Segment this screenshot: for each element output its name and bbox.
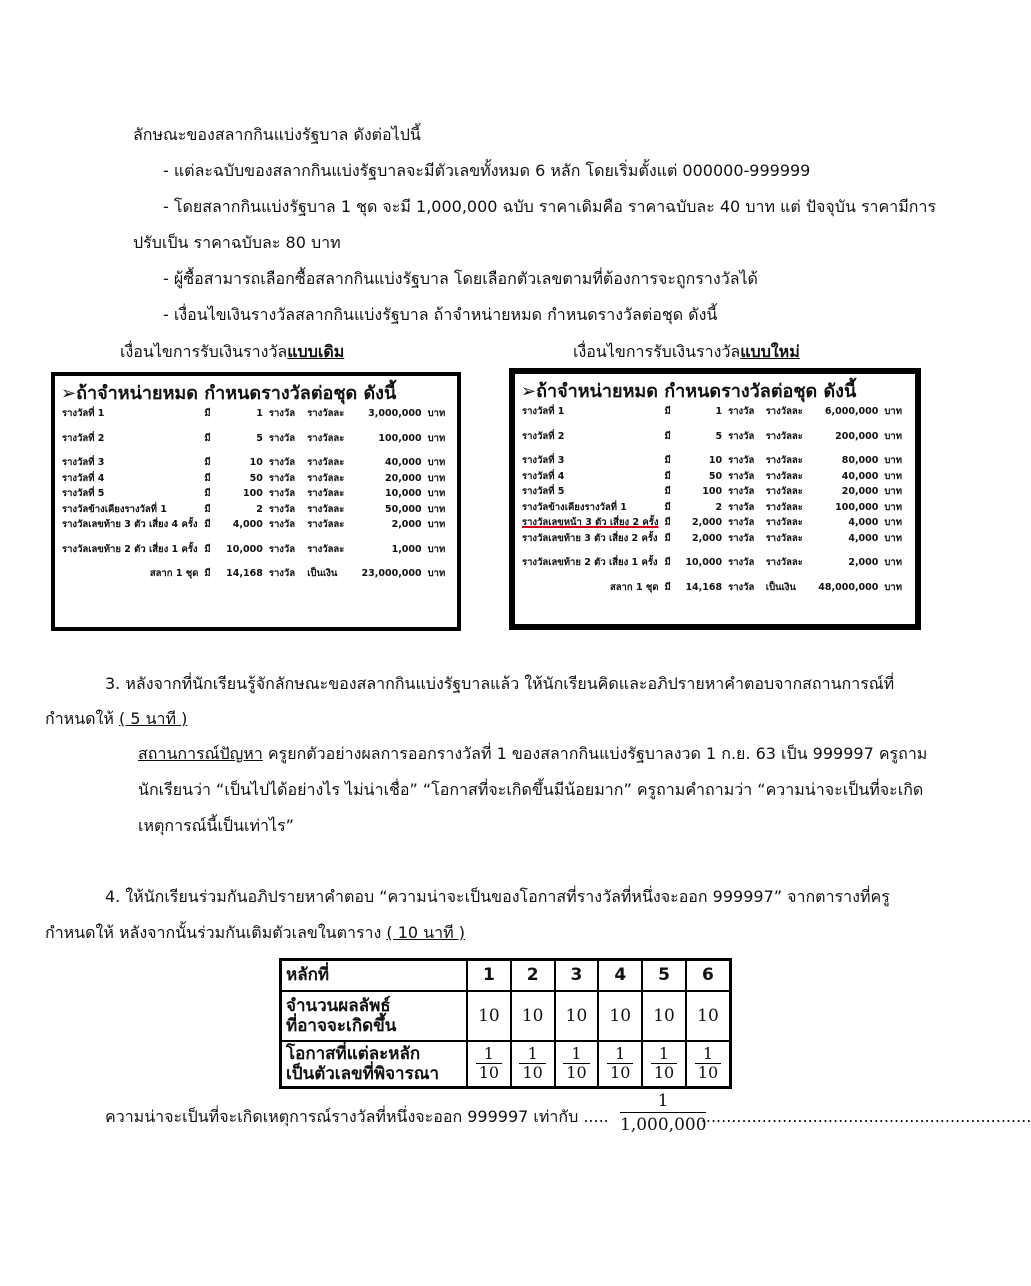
- prize-amount-cell: 2,000: [848, 557, 879, 569]
- fraction: $\frac{1}{10}$: [476, 1045, 502, 1082]
- prize-mi-cell: มี: [664, 406, 671, 418]
- prize-name-cell: รางวัลที่ 5: [62, 488, 105, 500]
- prize-count-cell: 10,000: [685, 557, 723, 569]
- prize-amount-cell: 20,000: [384, 472, 422, 484]
- row-label-chance-b: เป็นตัวเลขที่พิจารณา: [286, 1063, 440, 1084]
- new-prize-table: [519, 404, 911, 595]
- prize-name-cell: สลาก 1 ชุด: [149, 568, 199, 580]
- prize-row: [519, 484, 911, 500]
- prize-amount-cell: 20,000: [841, 486, 879, 498]
- prize-baht-cell: บาท: [427, 503, 446, 515]
- prize-unit-cell: รางวัล: [268, 457, 296, 469]
- old-caption-prefix: เงื่อนไขการรับเงินรางวัล: [120, 342, 288, 361]
- chance-cell: [555, 1041, 599, 1088]
- prize-unit-cell: รางวัล: [728, 470, 755, 482]
- step4-time: ( 10 นาที ): [386, 923, 465, 942]
- step4-line2: [45, 922, 465, 944]
- prize-mi-cell: มี: [664, 501, 671, 513]
- prize-amount-cell: 3,000,000: [368, 408, 422, 420]
- prize-each-cell: รางวัลละ: [765, 430, 803, 442]
- prize-amount-cell: 200,000: [835, 430, 879, 442]
- prize-each-cell: รางวัลละ: [307, 408, 345, 420]
- prize-baht-cell: บาท: [884, 532, 903, 544]
- prize-row: [519, 500, 911, 516]
- old-conditions-caption: [120, 341, 344, 363]
- prize-mi-cell: มี: [204, 472, 211, 484]
- prize-each-cell: รางวัลละ: [765, 406, 803, 418]
- conclusion-dots-left: .....: [583, 1107, 609, 1126]
- prize-mi-cell: มี: [664, 486, 671, 498]
- prize-mi-cell: มี: [204, 457, 211, 469]
- prize-name-cell: รางวัลที่ 5: [522, 486, 565, 498]
- row-label-chance: [281, 1041, 468, 1088]
- fraction: $\frac{1}{10}$: [695, 1045, 721, 1082]
- prize-unit-cell: รางวัล: [268, 408, 296, 420]
- prize-row: [59, 471, 455, 487]
- prize-amount-cell: 80,000: [841, 455, 879, 467]
- prize-count-cell: 2: [256, 503, 263, 515]
- prize-amount-cell: 48,000,000: [818, 581, 879, 593]
- row-label-digit-position: หลักที่: [281, 960, 468, 991]
- prize-gap: [59, 533, 455, 542]
- old-box-title: ➢ถ้าจำหน่ายหมด กำหนดรางวัลต่อชุด ดังนี้: [61, 383, 397, 404]
- prize-gap: [59, 557, 455, 566]
- prize-unit-cell: รางวัล: [268, 543, 296, 555]
- prize-each-cell: รางวัลละ: [307, 488, 345, 500]
- prize-gap: [519, 546, 911, 555]
- prize-row: [519, 531, 911, 547]
- prize-each-cell: รางวัลละ: [765, 517, 803, 529]
- prize-mi-cell: มี: [664, 557, 671, 569]
- prize-each-cell: รางวัลละ: [765, 455, 803, 467]
- digit-header: 3: [555, 960, 599, 991]
- prize-unit-cell: รางวัล: [728, 581, 755, 593]
- prize-each-cell: รางวัลละ: [307, 432, 345, 444]
- prize-count-cell: 5: [256, 432, 263, 444]
- digit-probability-table: [279, 958, 732, 1089]
- prize-each-cell: รางวัลละ: [765, 486, 803, 498]
- old-prize-box: [51, 372, 461, 631]
- answer-denominator: 1,000,000: [620, 1115, 707, 1135]
- prize-name-cell: รางวัลเลขท้าย 2 ตัว เสี่ยง 1 ครั้ง: [522, 557, 658, 569]
- prize-unit-cell: รางวัล: [268, 519, 296, 531]
- prize-row: [519, 404, 911, 420]
- prize-count-cell: 100: [243, 488, 263, 500]
- prize-unit-cell: รางวัล: [268, 568, 296, 580]
- prize-baht-cell: บาท: [427, 472, 446, 484]
- prize-amount-cell: 2,000: [391, 519, 422, 531]
- prize-unit-cell: รางวัล: [728, 501, 755, 513]
- prize-name-cell: รางวัลที่ 4: [62, 472, 105, 484]
- prize-each-cell: รางวัลละ: [307, 503, 345, 515]
- prize-each-cell: รางวัลละ: [765, 557, 803, 569]
- prize-mi-cell: มี: [664, 532, 671, 544]
- prize-baht-cell: บาท: [884, 455, 903, 467]
- prize-row: [519, 555, 911, 571]
- prize-name-cell: รางวัลเลขท้าย 3 ตัว เสี่ยง 4 ครั้ง: [62, 519, 198, 531]
- prize-name-cell: รางวัลที่ 2: [522, 430, 565, 442]
- fraction: $\frac{1}{10}$: [651, 1045, 677, 1082]
- step3-line1: 3. หลังจากที่นักเรียนรู้จักลักษณะของสลากกินแบ่งรัฐบาลแล้ว ให้นักเรียนคิดและอภิปรายหาคำตอบจากสถานการณ์ที่: [105, 674, 895, 693]
- prize-row: [519, 469, 911, 485]
- prize-mi-cell: มี: [204, 543, 211, 555]
- digit-header: 1: [467, 960, 511, 991]
- prize-name-cell: รางวัลเลขท้าย 2 ตัว เสี่ยง 1 ครั้ง: [62, 543, 198, 555]
- chance-cell: [467, 1041, 511, 1088]
- prize-amount-cell: 4,000: [848, 532, 879, 544]
- prize-baht-cell: บาท: [427, 519, 446, 531]
- row-label-outcomes: [281, 991, 468, 1041]
- prize-count-cell: 10,000: [226, 543, 263, 555]
- outcome-cell: 10: [467, 991, 511, 1041]
- prize-unit-cell: รางวัล: [268, 472, 296, 484]
- digit-header: 6: [686, 960, 731, 991]
- conclusion-dots-right: .................................................................: [700, 1107, 1031, 1126]
- step3-line2: [45, 708, 187, 730]
- digit-header: 2: [511, 960, 555, 991]
- prize-name-cell: รางวัลข้างเคียงรางวัลที่ 1: [62, 503, 167, 515]
- new-caption-emph: แบบใหม่: [740, 342, 800, 361]
- prize-row: [59, 406, 455, 422]
- prize-row: [59, 502, 455, 518]
- prize-count-cell: 5: [715, 430, 723, 442]
- prize-mi-cell: มี: [664, 581, 671, 593]
- new-box-title: ➢ถ้าจำหน่ายหมด กำหนดรางวัลต่อชุด ดังนี้: [521, 381, 857, 402]
- prize-baht-cell: บาท: [884, 557, 903, 569]
- prize-unit-cell: รางวัล: [728, 517, 755, 529]
- row-label-outcomes-a: จำนวนผลลัพธ์: [286, 995, 391, 1016]
- prize-row: [59, 486, 455, 502]
- conclusion-line: [105, 1106, 1031, 1128]
- prize-baht-cell: บาท: [884, 486, 903, 498]
- prize-baht-cell: บาท: [427, 488, 446, 500]
- prize-mi-cell: มี: [204, 432, 211, 444]
- intro-bullet-2b: ปรับเป็น ราคาฉบับละ 80 บาท: [133, 233, 341, 252]
- fraction: $\frac{1}{10}$: [607, 1045, 633, 1082]
- prize-each-cell: รางวัลละ: [307, 543, 345, 555]
- outcome-cell: 10: [555, 991, 599, 1041]
- prize-each-cell: รางวัลละ: [765, 470, 803, 482]
- prize-mi-cell: มี: [204, 488, 211, 500]
- prize-unit-cell: รางวัล: [268, 503, 296, 515]
- conclusion-text: ความน่าจะเป็นที่จะเกิดเหตุการณ์รางวัลที่หนึ่งจะออก 999997 เท่ากับ: [105, 1107, 584, 1126]
- situation-line2: นักเรียนว่า “เป็นไปได้อย่างไร ไม่น่าเชื่อ” “โอกาสที่จะเกิดขึ้นมีน้อยมาก” ครูถามคำถามว่า “ความน่าจะเป็นที่จะเกิด: [138, 780, 924, 799]
- prize-amount-cell: 10,000: [384, 488, 422, 500]
- chance-cell: [686, 1041, 731, 1088]
- prize-name-cell: สลาก 1 ชุด: [609, 581, 659, 593]
- prize-baht-cell: บาท: [427, 457, 446, 469]
- chance-cell: [642, 1041, 686, 1088]
- prize-unit-cell: รางวัล: [728, 455, 755, 467]
- outcome-cell: 10: [642, 991, 686, 1041]
- prize-baht-cell: บาท: [884, 501, 903, 513]
- prize-amount-cell: 4,000: [848, 517, 879, 529]
- new-prize-box: [509, 368, 921, 630]
- prize-unit-cell: รางวัล: [728, 406, 755, 418]
- prize-count-cell: 10: [708, 455, 723, 467]
- old-caption-emph: แบบเดิม: [287, 342, 345, 361]
- prize-name-cell: รางวัลที่ 2: [62, 432, 105, 444]
- prize-unit-cell: รางวัล: [268, 488, 296, 500]
- prize-row: [519, 453, 911, 469]
- outcome-cell: 10: [686, 991, 731, 1041]
- situation-line3: เหตุการณ์นี้เป็นเท่าไร”: [138, 816, 294, 835]
- digit-header: 4: [598, 960, 642, 991]
- situation-label: สถานการณ์ปัญหา: [138, 744, 263, 763]
- fraction: $\frac{1}{10}$: [519, 1045, 545, 1082]
- digit-header: 5: [642, 960, 686, 991]
- prize-each-cell: รางวัลละ: [307, 519, 345, 531]
- prize-count-cell: 50: [708, 470, 723, 482]
- prize-count-cell: 1: [256, 408, 263, 420]
- prize-count-cell: 2,000: [692, 532, 723, 544]
- prize-amount-cell: 40,000: [384, 457, 422, 469]
- prize-mi-cell: มี: [664, 455, 671, 467]
- prize-count-cell: 10: [249, 457, 263, 469]
- prize-baht-cell: บาท: [427, 568, 446, 580]
- prize-mi-cell: มี: [664, 430, 671, 442]
- prize-amount-cell: 100,000: [835, 501, 879, 513]
- prize-gap: [59, 446, 455, 455]
- prize-baht-cell: บาท: [884, 470, 903, 482]
- prize-each-cell: เป็นเงิน: [307, 568, 338, 580]
- prize-row: [59, 566, 455, 582]
- prize-name-cell: รางวัลที่ 3: [62, 457, 105, 469]
- prize-row: [59, 517, 455, 533]
- situation-text: ครูยกตัวอย่างผลการออกรางวัลที่ 1 ของสลากกินแบ่งรัฐบาลงวด 1 ก.ย. 63 เป็น 999997 ครูถาม: [262, 744, 928, 763]
- prize-unit-cell: รางวัล: [728, 430, 755, 442]
- prize-count-cell: 100: [702, 486, 723, 498]
- intro-bullet-2a: - โดยสลากกินแบ่งรัฐบาล 1 ชุด จะมี 1,000,000 ฉบับ ราคาเดิมคือ ราคาฉบับละ 40 บาท แต่ ปัจจุบัน ราคามีการ: [163, 197, 937, 216]
- prize-count-cell: 14,168: [226, 568, 263, 580]
- new-conditions-caption: [573, 341, 800, 363]
- answer-numerator: 1: [620, 1090, 706, 1113]
- prize-name-cell: รางวัลเลขท้าย 3 ตัว เสี่ยง 2 ครั้ง: [522, 532, 658, 544]
- prize-baht-cell: บาท: [884, 581, 903, 593]
- outcome-cell: 10: [598, 991, 642, 1041]
- prize-count-cell: 2: [715, 501, 723, 513]
- step3-time: ( 5 นาที ): [119, 709, 188, 728]
- fraction: $\frac{1}{10}$: [563, 1045, 589, 1082]
- prize-mi-cell: มี: [204, 568, 211, 580]
- prize-unit-cell: รางวัล: [728, 557, 755, 569]
- prize-baht-cell: บาท: [884, 406, 903, 418]
- prize-amount-cell: 50,000: [384, 503, 422, 515]
- prize-gap: [59, 422, 455, 431]
- prize-name-cell: รางวัลที่ 1: [62, 408, 105, 420]
- prize-baht-cell: บาท: [427, 543, 446, 555]
- step3-line2-prefix: กำหนดให้: [45, 709, 119, 728]
- prize-count-cell: 2,000: [692, 517, 723, 529]
- prize-row: [59, 431, 455, 447]
- prize-mi-cell: มี: [204, 408, 211, 420]
- prize-name-cell: รางวัลที่ 3: [522, 455, 565, 467]
- row-label-outcomes-b: ที่อาจจะเกิดขึ้น: [286, 1015, 397, 1036]
- intro-bullet-4: - เงื่อนไขเงินรางวัลสลากกินแบ่งรัฐบาล ถ้าจำหน่ายหมด กำหนดรางวัลต่อชุด ดังนี้: [163, 305, 718, 324]
- prize-unit-cell: รางวัล: [728, 532, 755, 544]
- step4-line1: 4. ให้นักเรียนร่วมกันอภิปรายหาคำตอบ “ความน่าจะเป็นของโอกาสที่รางวัลที่หนึ่งจะออก 999997” จากตารางที่ครู: [105, 887, 890, 906]
- prize-baht-cell: บาท: [427, 408, 446, 420]
- intro-bullet-3: - ผู้ซื้อสามารถเลือกซื้อสลากกินแบ่งรัฐบาล โดยเลือกตัวเลขตามที่ต้องการจะถูกรางวัลได้: [163, 269, 758, 288]
- prize-each-cell: รางวัลละ: [765, 501, 803, 513]
- step4-line2-prefix: กำหนดให้ หลังจากนั้นร่วมกันเติมตัวเลขในตาราง: [45, 923, 387, 942]
- prize-each-cell: รางวัลละ: [765, 532, 803, 544]
- prize-name-cell: รางวัลที่ 1: [522, 406, 565, 418]
- row-label-chance-a: โอกาสที่แต่ละหลัก: [286, 1043, 421, 1064]
- prize-count-cell: 1: [715, 406, 723, 418]
- intro-heading: ลักษณะของสลากกินแบ่งรัฐบาล ดังต่อไปนี้: [133, 125, 421, 144]
- prize-each-cell: รางวัลละ: [307, 457, 345, 469]
- prize-each-cell: รางวัลละ: [307, 472, 345, 484]
- chance-cell: [598, 1041, 642, 1088]
- prize-name-cell: รางวัลข้างเคียงรางวัลที่ 1: [522, 501, 627, 513]
- prize-mi-cell: มี: [664, 470, 671, 482]
- answer-fraction: [620, 1090, 706, 1137]
- prize-baht-cell: บาท: [884, 430, 903, 442]
- prize-mi-cell: มี: [204, 503, 211, 515]
- prize-baht-cell: บาท: [427, 432, 446, 444]
- prize-each-cell: เป็นเงิน: [765, 581, 796, 593]
- prize-amount-cell: 23,000,000: [361, 568, 422, 580]
- prize-unit-cell: รางวัล: [268, 432, 296, 444]
- prize-amount-cell: 40,000: [841, 470, 879, 482]
- prize-amount-cell: 100,000: [378, 432, 422, 444]
- prize-row: [519, 580, 911, 596]
- prize-row: [59, 542, 455, 558]
- intro-bullet-1: - แต่ละฉบับของสลากกินแบ่งรัฐบาลจะมีตัวเลขทั้งหมด 6 หลัก โดยเริ่มตั้งแต่ 000000-999999: [163, 161, 811, 180]
- prize-row: [59, 455, 455, 471]
- old-prize-table: [59, 406, 455, 582]
- situation-line1: [138, 743, 927, 765]
- prize-count-cell: 50: [249, 472, 263, 484]
- prize-name-cell: รางวัลที่ 4: [522, 470, 565, 482]
- prize-row: [519, 429, 911, 445]
- prize-count-cell: 4,000: [232, 519, 263, 531]
- prize-baht-cell: บาท: [884, 517, 903, 529]
- prize-mi-cell: มี: [204, 519, 211, 531]
- new-caption-prefix: เงื่อนไขการรับเงินรางวัล: [573, 342, 741, 361]
- prize-gap: [519, 571, 911, 580]
- chance-cell: [511, 1041, 555, 1088]
- outcome-cell: 10: [511, 991, 555, 1041]
- prize-gap: [519, 420, 911, 429]
- prize-gap: [519, 444, 911, 453]
- prize-name-cell: รางวัลเลขหน้า 3 ตัว เสี่ยง 2 ครั้ง: [522, 517, 659, 529]
- prize-amount-cell: 1,000: [391, 543, 422, 555]
- prize-mi-cell: มี: [664, 517, 671, 529]
- prize-unit-cell: รางวัล: [728, 486, 755, 498]
- prize-amount-cell: 6,000,000: [824, 406, 879, 418]
- prize-row: [519, 515, 911, 531]
- prize-count-cell: 14,168: [685, 581, 723, 593]
